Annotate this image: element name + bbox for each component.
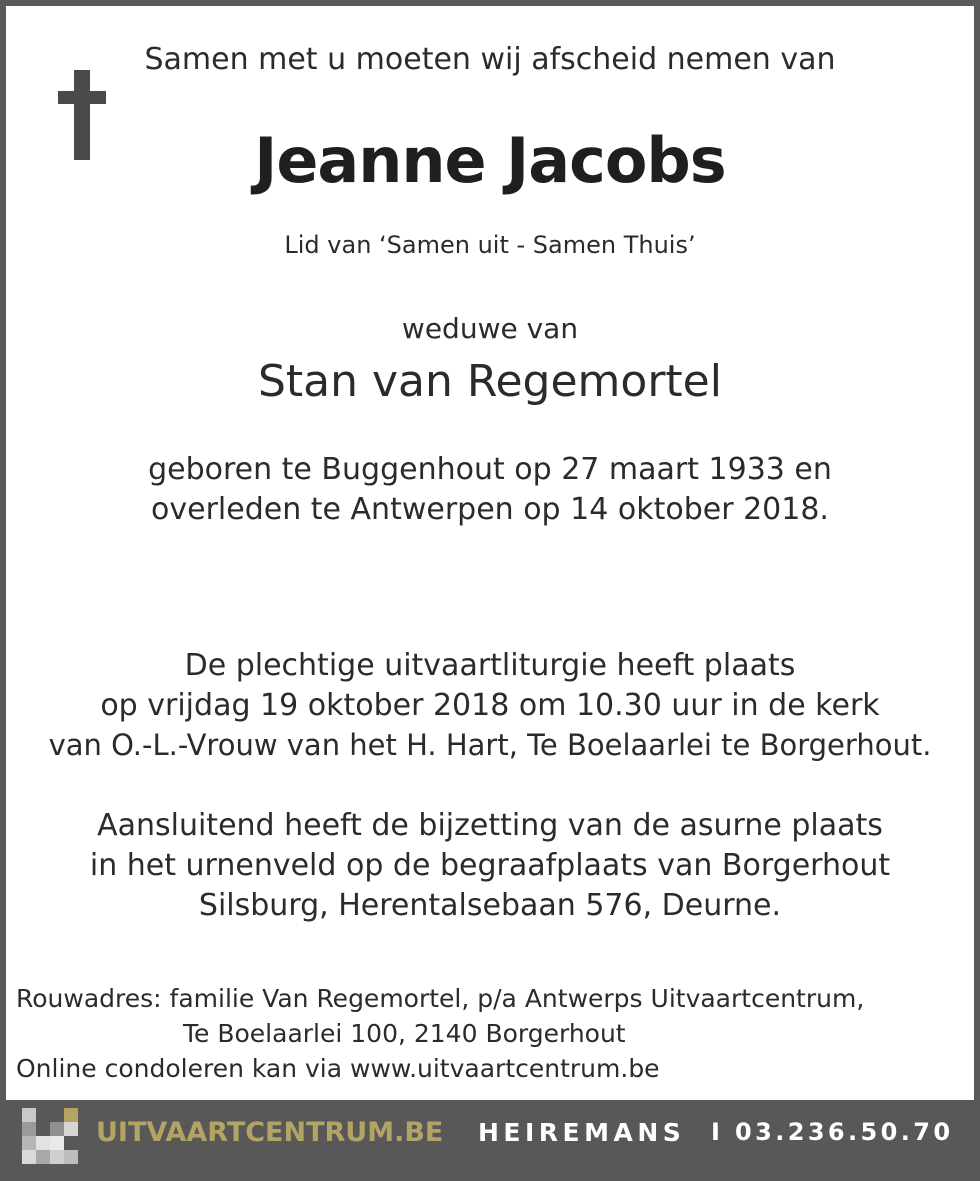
ceremony-line-2: op vrijdag 19 oktober 2018 om 10.30 uur in de kerk [100,688,880,723]
death-line: overleden te Antwerpen op 14 oktober 2018. [151,492,829,527]
ceremony-line-3: van O.-L.-Vrouw van het H. Hart, Te Boelaarlei te Borgerhout. [48,728,932,762]
membership-text: Lid van ‘Samen uit - Samen Thuis’ [284,231,696,259]
address-line-2: Te Boelaarlei 100, 2140 Borgerhout [183,1019,626,1048]
ceremony-line-1: De plechtige uitvaartliturgie heeft plaats [184,648,796,683]
address-line-1: Rouwadres: familie Van Regemortel, p/a Antwerps Uitvaartcentrum, [16,984,865,1013]
burial-line-1: Aansluitend heeft de bijzetting van de asurne plaats [97,808,883,843]
brand-website[interactable]: UITVAARTCENTRUM.BE [96,1117,444,1148]
burial-line-2: in het urnenveld op de begraafplaats van Borgerhout [89,848,891,883]
phone-number[interactable]: 03.236.50.70 [735,1118,954,1146]
deceased-name: Jeanne Jacobs [254,124,726,197]
online-condolence[interactable]: Online condoleren kan via www.uitvaartcentrum.be [16,1054,660,1083]
widow-of-label: weduwe van [401,312,579,345]
burial-line-3: Silsburg, Herentalsebaan 576, Deurne. [198,888,782,923]
firm-name: HEIREMANS [478,1118,686,1147]
spouse-name: Stan van Regemortel [258,356,722,407]
footer-bar [0,1100,980,1181]
squares-logo-icon [22,1108,80,1166]
intro-text: Samen met u moeten wij afscheid nemen van [144,42,836,77]
footer-separator: I [711,1118,720,1146]
birth-line: geboren te Buggenhout op 27 maart 1933 en [148,452,832,487]
